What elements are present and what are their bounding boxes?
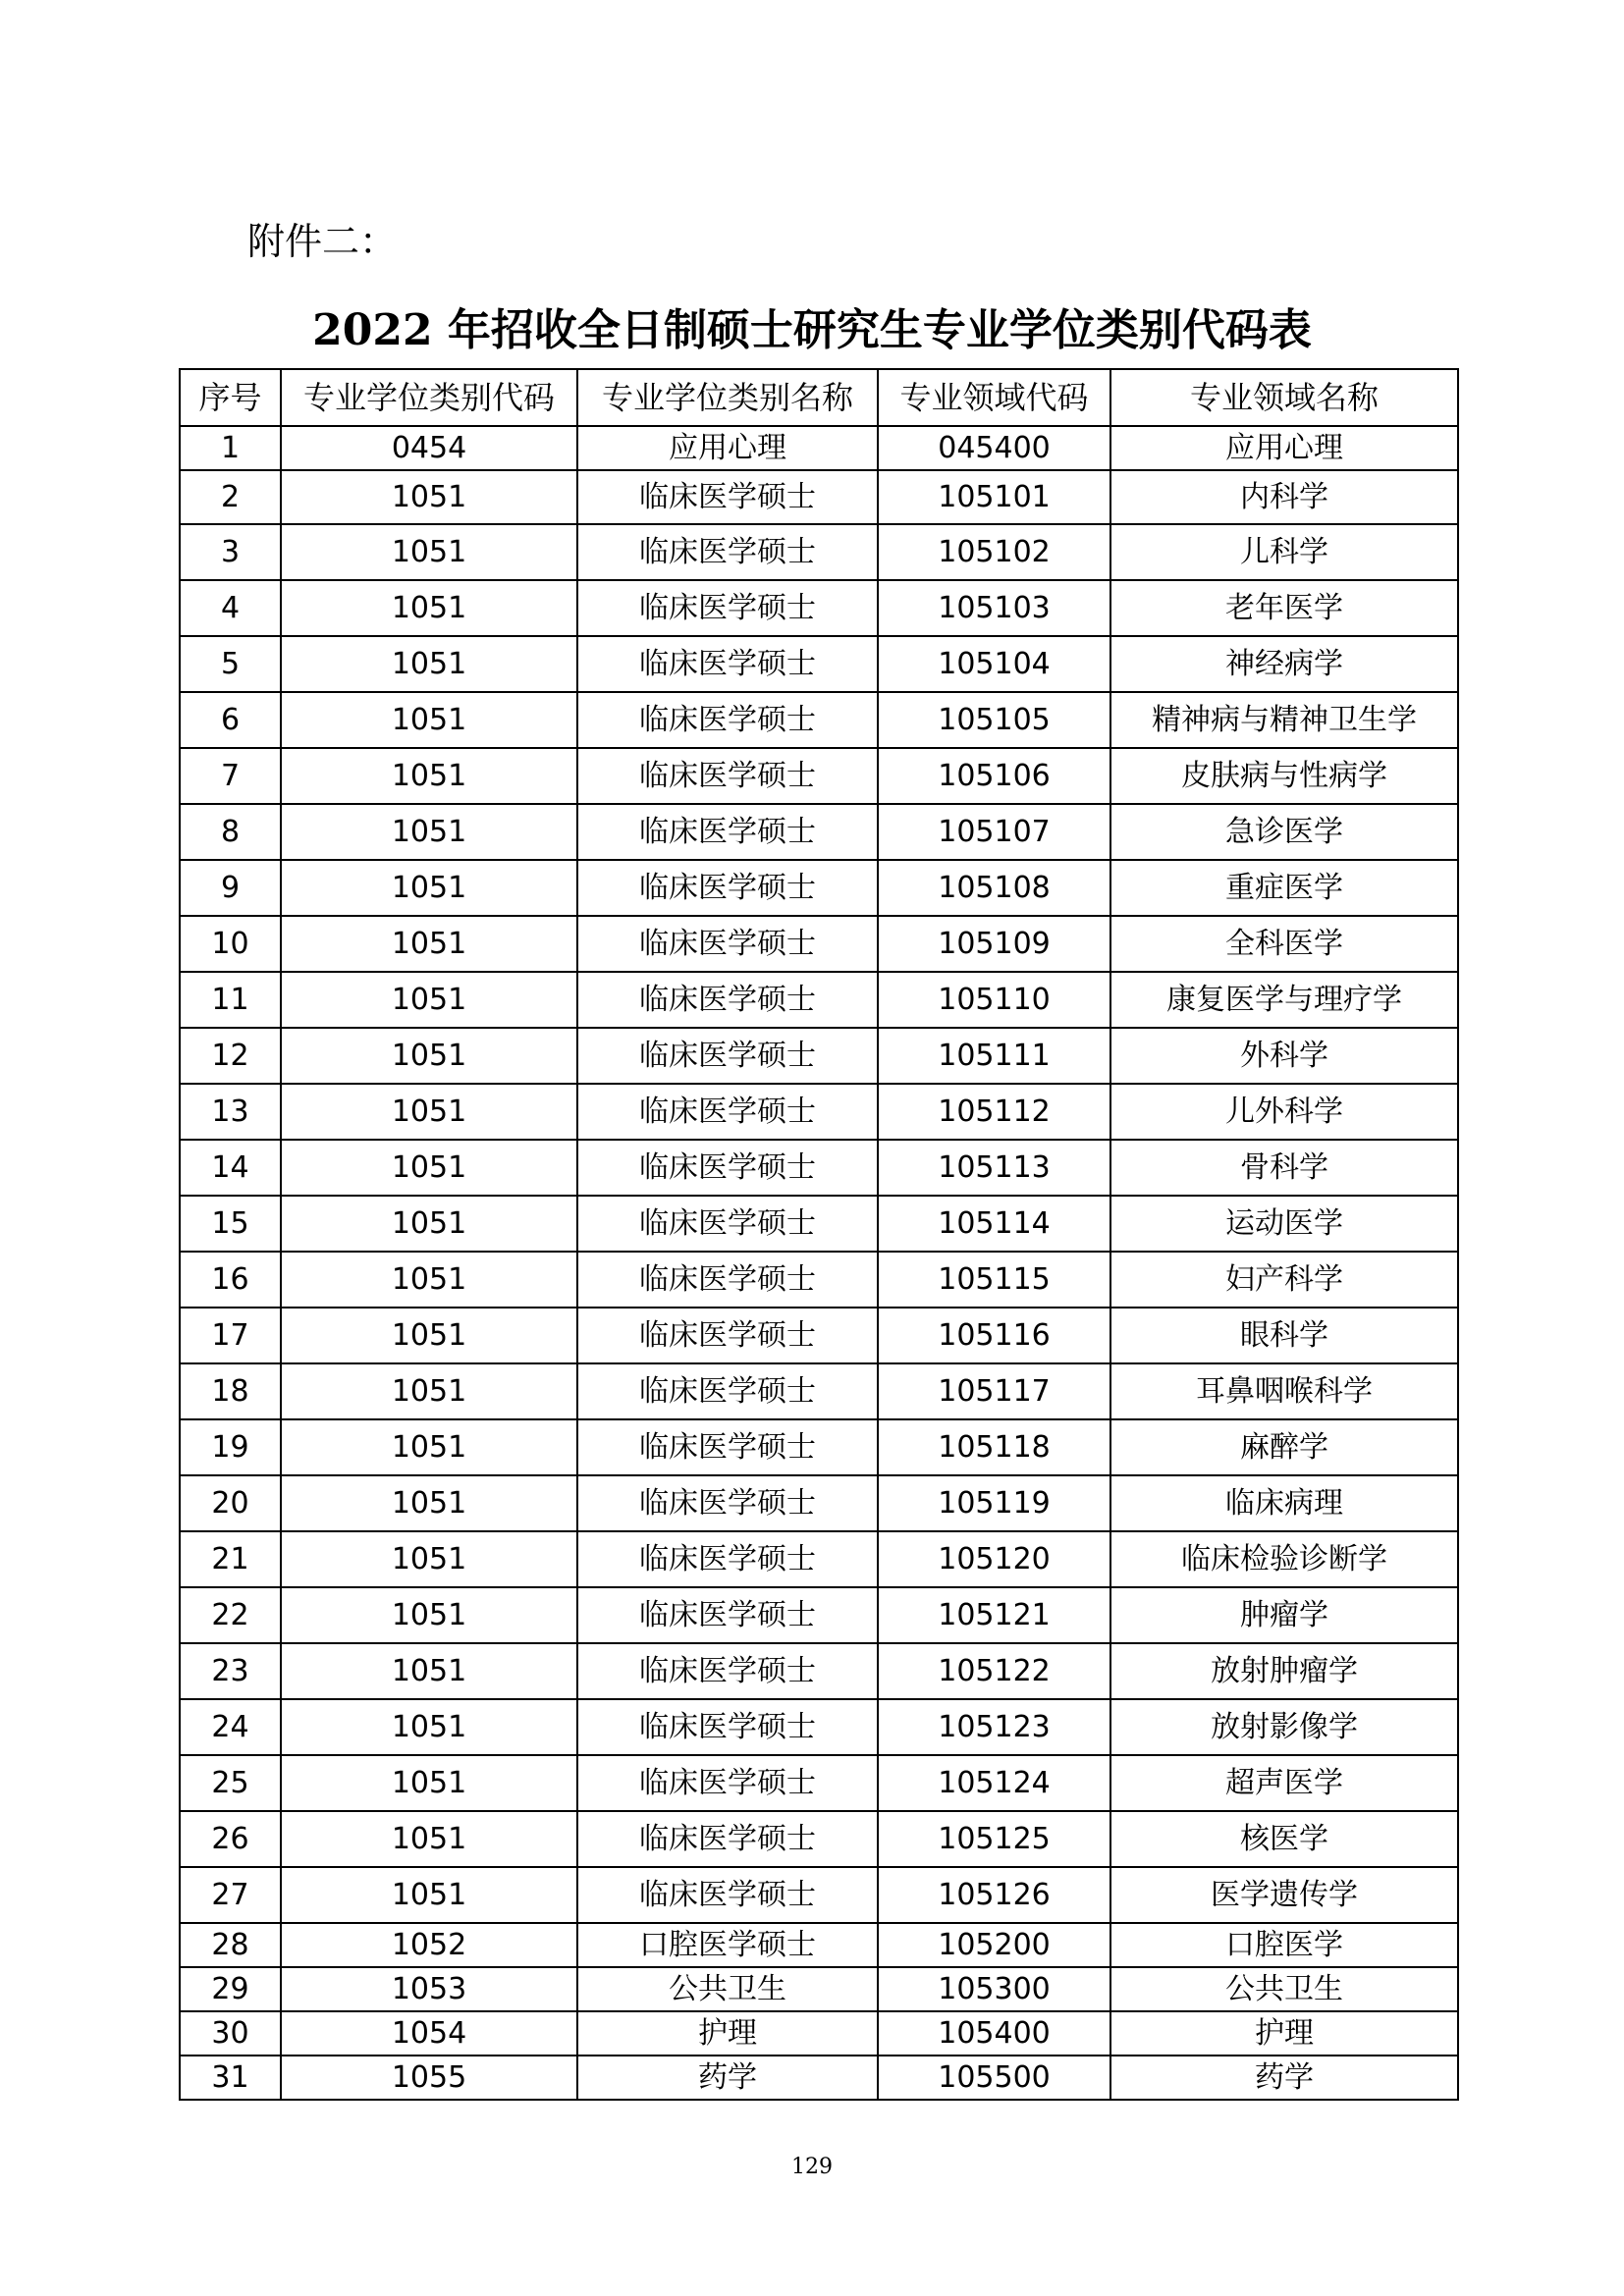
cell-degree-name: 临床医学硕士	[577, 1699, 878, 1755]
table-row	[180, 524, 1458, 580]
cell-degree-name: 临床医学硕士	[577, 972, 878, 1028]
code-table	[179, 368, 1459, 2101]
cell-field-code: 045400	[878, 426, 1110, 470]
cell-degree-name: 临床医学硕士	[577, 1475, 878, 1531]
cell-index: 19	[180, 1419, 281, 1475]
cell-field-code: 105123	[878, 1699, 1110, 1755]
cell-field-name: 耳鼻咽喉科学	[1110, 1363, 1458, 1419]
cell-field-code: 105300	[878, 1967, 1110, 2011]
table-row	[180, 1867, 1458, 1923]
cell-field-code: 105104	[878, 636, 1110, 692]
cell-index: 17	[180, 1308, 281, 1363]
cell-field-code: 105117	[878, 1363, 1110, 1419]
cell-index: 25	[180, 1755, 281, 1811]
cell-degree-name: 临床医学硕士	[577, 860, 878, 916]
cell-field-name: 肿瘤学	[1110, 1587, 1458, 1643]
table-row	[180, 426, 1458, 470]
cell-index: 23	[180, 1643, 281, 1699]
cell-degree-name: 临床医学硕士	[577, 524, 878, 580]
cell-degree-name: 临床医学硕士	[577, 1419, 878, 1475]
cell-index: 1	[180, 426, 281, 470]
table-row	[180, 1140, 1458, 1196]
cell-degree-code: 1054	[281, 2011, 577, 2056]
cell-degree-name: 护理	[577, 2011, 878, 2056]
table-row	[180, 692, 1458, 748]
header-degree-code: 专业学位类别代码	[281, 369, 577, 426]
cell-degree-code: 1051	[281, 972, 577, 1028]
cell-field-name: 运动医学	[1110, 1196, 1458, 1252]
cell-field-name: 公共卫生	[1110, 1967, 1458, 2011]
table-row	[180, 1028, 1458, 1084]
cell-field-code: 105116	[878, 1308, 1110, 1363]
cell-degree-code: 1051	[281, 1475, 577, 1531]
table-body	[180, 426, 1458, 2100]
cell-field-code: 105109	[878, 916, 1110, 972]
cell-degree-code: 1052	[281, 1923, 577, 1967]
cell-field-code: 105113	[878, 1140, 1110, 1196]
cell-index: 7	[180, 748, 281, 804]
cell-field-code: 105106	[878, 748, 1110, 804]
table-header-row	[180, 369, 1458, 426]
table-row	[180, 1699, 1458, 1755]
header-field-code: 专业领域代码	[878, 369, 1110, 426]
cell-index: 11	[180, 972, 281, 1028]
cell-field-name: 超声医学	[1110, 1755, 1458, 1811]
cell-degree-name: 临床医学硕士	[577, 1308, 878, 1363]
cell-index: 29	[180, 1967, 281, 2011]
header-field-name: 专业领域名称	[1110, 369, 1458, 426]
table-row	[180, 1475, 1458, 1531]
table-row	[180, 916, 1458, 972]
cell-index: 8	[180, 804, 281, 860]
cell-field-code: 105121	[878, 1587, 1110, 1643]
cell-index: 20	[180, 1475, 281, 1531]
cell-degree-name: 临床医学硕士	[577, 470, 878, 524]
cell-field-code: 105111	[878, 1028, 1110, 1084]
cell-field-name: 全科医学	[1110, 916, 1458, 972]
cell-degree-code: 1051	[281, 524, 577, 580]
cell-index: 12	[180, 1028, 281, 1084]
cell-index: 14	[180, 1140, 281, 1196]
cell-degree-code: 1051	[281, 1587, 577, 1643]
cell-degree-name: 临床医学硕士	[577, 1084, 878, 1140]
cell-index: 31	[180, 2056, 281, 2100]
cell-degree-code: 1051	[281, 1308, 577, 1363]
cell-field-name: 儿外科学	[1110, 1084, 1458, 1140]
cell-degree-name: 应用心理	[577, 426, 878, 470]
table-row	[180, 1252, 1458, 1308]
cell-field-name: 骨科学	[1110, 1140, 1458, 1196]
cell-index: 10	[180, 916, 281, 972]
cell-degree-code: 1051	[281, 1028, 577, 1084]
table-row	[180, 1923, 1458, 1967]
cell-index: 30	[180, 2011, 281, 2056]
cell-degree-code: 1051	[281, 1419, 577, 1475]
cell-field-name: 放射肿瘤学	[1110, 1643, 1458, 1699]
cell-field-code: 105125	[878, 1811, 1110, 1867]
cell-field-code: 105115	[878, 1252, 1110, 1308]
cell-field-code: 105118	[878, 1419, 1110, 1475]
cell-field-name: 临床病理	[1110, 1475, 1458, 1531]
cell-degree-code: 1051	[281, 580, 577, 636]
cell-index: 18	[180, 1363, 281, 1419]
cell-index: 13	[180, 1084, 281, 1140]
cell-field-name: 口腔医学	[1110, 1923, 1458, 1967]
table-row	[180, 2011, 1458, 2056]
cell-degree-code: 1051	[281, 860, 577, 916]
table-row	[180, 2056, 1458, 2100]
cell-field-code: 105119	[878, 1475, 1110, 1531]
cell-field-code: 105200	[878, 1923, 1110, 1967]
cell-degree-code: 1051	[281, 804, 577, 860]
cell-field-code: 105110	[878, 972, 1110, 1028]
cell-index: 26	[180, 1811, 281, 1867]
cell-degree-code: 1051	[281, 1643, 577, 1699]
document-title: 2022 年招收全日制硕士研究生专业学位类别代码表	[312, 305, 1312, 355]
cell-degree-name: 临床医学硕士	[577, 1531, 878, 1587]
cell-field-name: 急诊医学	[1110, 804, 1458, 860]
cell-index: 24	[180, 1699, 281, 1755]
cell-degree-code: 1051	[281, 1140, 577, 1196]
cell-degree-name: 临床医学硕士	[577, 1643, 878, 1699]
cell-index: 3	[180, 524, 281, 580]
cell-degree-name: 临床医学硕士	[577, 636, 878, 692]
cell-index: 9	[180, 860, 281, 916]
cell-field-name: 放射影像学	[1110, 1699, 1458, 1755]
cell-field-name: 外科学	[1110, 1028, 1458, 1084]
cell-degree-name: 临床医学硕士	[577, 1811, 878, 1867]
cell-degree-name: 临床医学硕士	[577, 692, 878, 748]
cell-degree-code: 0454	[281, 426, 577, 470]
cell-degree-name: 临床医学硕士	[577, 1252, 878, 1308]
cell-field-code: 105107	[878, 804, 1110, 860]
cell-field-code: 105122	[878, 1643, 1110, 1699]
cell-field-name: 临床检验诊断学	[1110, 1531, 1458, 1587]
table-row	[180, 748, 1458, 804]
cell-index: 15	[180, 1196, 281, 1252]
cell-degree-code: 1051	[281, 1084, 577, 1140]
cell-field-name: 核医学	[1110, 1811, 1458, 1867]
cell-index: 28	[180, 1923, 281, 1967]
table-row	[180, 1755, 1458, 1811]
cell-field-name: 药学	[1110, 2056, 1458, 2100]
table-row	[180, 1587, 1458, 1643]
cell-field-name: 麻醉学	[1110, 1419, 1458, 1475]
cell-field-name: 皮肤病与性病学	[1110, 748, 1458, 804]
cell-field-code: 105500	[878, 2056, 1110, 2100]
page-number: 129	[791, 2155, 833, 2179]
cell-degree-name: 临床医学硕士	[577, 1587, 878, 1643]
cell-field-code: 105400	[878, 2011, 1110, 2056]
cell-field-name: 康复医学与理疗学	[1110, 972, 1458, 1028]
table-row	[180, 1308, 1458, 1363]
table-row	[180, 580, 1458, 636]
cell-degree-name: 临床医学硕士	[577, 748, 878, 804]
cell-field-code: 105114	[878, 1196, 1110, 1252]
cell-field-name: 护理	[1110, 2011, 1458, 2056]
table-row	[180, 1643, 1458, 1699]
cell-degree-code: 1051	[281, 1755, 577, 1811]
cell-degree-code: 1051	[281, 1252, 577, 1308]
cell-degree-code: 1053	[281, 1967, 577, 2011]
cell-field-code: 105101	[878, 470, 1110, 524]
cell-field-name: 眼科学	[1110, 1308, 1458, 1363]
cell-field-name: 应用心理	[1110, 426, 1458, 470]
cell-field-code: 105103	[878, 580, 1110, 636]
cell-degree-name: 临床医学硕士	[577, 1140, 878, 1196]
cell-field-code: 105120	[878, 1531, 1110, 1587]
cell-field-code: 105102	[878, 524, 1110, 580]
table-row	[180, 1363, 1458, 1419]
cell-degree-code: 1051	[281, 470, 577, 524]
cell-degree-code: 1051	[281, 1811, 577, 1867]
cell-degree-code: 1051	[281, 636, 577, 692]
cell-degree-name: 口腔医学硕士	[577, 1923, 878, 1967]
cell-degree-name: 临床医学硕士	[577, 1755, 878, 1811]
cell-field-name: 精神病与精神卫生学	[1110, 692, 1458, 748]
cell-degree-code: 1051	[281, 1363, 577, 1419]
cell-index: 16	[180, 1252, 281, 1308]
cell-field-code: 105126	[878, 1867, 1110, 1923]
cell-degree-code: 1051	[281, 692, 577, 748]
cell-degree-code: 1051	[281, 1196, 577, 1252]
cell-degree-name: 临床医学硕士	[577, 804, 878, 860]
cell-field-code: 105112	[878, 1084, 1110, 1140]
cell-degree-name: 临床医学硕士	[577, 1196, 878, 1252]
cell-degree-name: 药学	[577, 2056, 878, 2100]
cell-degree-name: 临床医学硕士	[577, 1363, 878, 1419]
cell-field-name: 神经病学	[1110, 636, 1458, 692]
table-row	[180, 1419, 1458, 1475]
cell-degree-name: 临床医学硕士	[577, 580, 878, 636]
cell-index: 2	[180, 470, 281, 524]
cell-degree-name: 临床医学硕士	[577, 916, 878, 972]
cell-degree-name: 临床医学硕士	[577, 1028, 878, 1084]
table-row	[180, 470, 1458, 524]
cell-index: 22	[180, 1587, 281, 1643]
cell-field-code: 105124	[878, 1755, 1110, 1811]
table-row	[180, 804, 1458, 860]
table-row	[180, 972, 1458, 1028]
cell-index: 4	[180, 580, 281, 636]
cell-degree-name: 公共卫生	[577, 1967, 878, 2011]
cell-field-code: 105105	[878, 692, 1110, 748]
cell-degree-name: 临床医学硕士	[577, 1867, 878, 1923]
cell-degree-code: 1051	[281, 1867, 577, 1923]
cell-index: 6	[180, 692, 281, 748]
cell-field-name: 重症医学	[1110, 860, 1458, 916]
table-row	[180, 1196, 1458, 1252]
table-row	[180, 1967, 1458, 2011]
table-row	[180, 1811, 1458, 1867]
cell-index: 27	[180, 1867, 281, 1923]
cell-field-name: 妇产科学	[1110, 1252, 1458, 1308]
attachment-label: 附件二：	[247, 220, 398, 263]
table-row	[180, 636, 1458, 692]
cell-field-name: 儿科学	[1110, 524, 1458, 580]
cell-degree-code: 1051	[281, 1699, 577, 1755]
table-row	[180, 860, 1458, 916]
cell-degree-code: 1051	[281, 916, 577, 972]
table-row	[180, 1531, 1458, 1587]
header-degree-name: 专业学位类别名称	[577, 369, 878, 426]
cell-degree-code: 1055	[281, 2056, 577, 2100]
table-row	[180, 1084, 1458, 1140]
header-index: 序号	[180, 369, 281, 426]
cell-field-code: 105108	[878, 860, 1110, 916]
cell-degree-code: 1051	[281, 748, 577, 804]
cell-field-name: 内科学	[1110, 470, 1458, 524]
cell-index: 21	[180, 1531, 281, 1587]
cell-field-name: 医学遗传学	[1110, 1867, 1458, 1923]
cell-field-name: 老年医学	[1110, 580, 1458, 636]
cell-index: 5	[180, 636, 281, 692]
cell-degree-code: 1051	[281, 1531, 577, 1587]
